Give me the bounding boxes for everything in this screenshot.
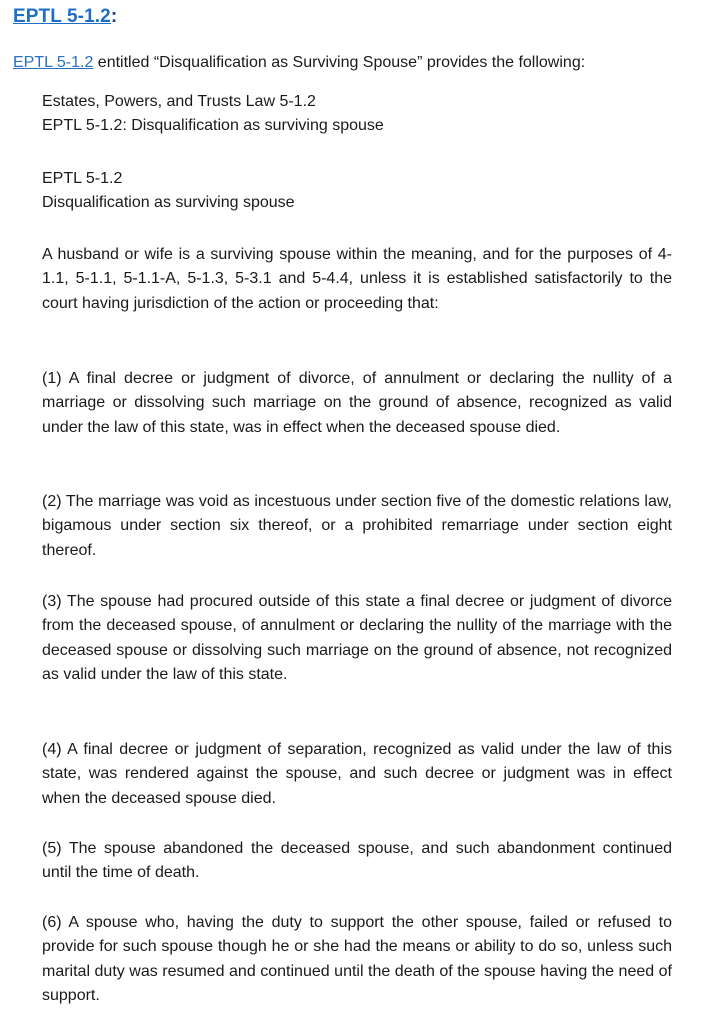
intro-line xyxy=(13,51,703,75)
clause-2-text: (2) The marriage was void as incestuous under section five of the domestic relations law, bigamous under section six thereof, or a prohibited remarriage under section eight thereof. xyxy=(42,493,672,559)
section-title: Disqualification as surviving spouse xyxy=(42,194,295,212)
clause-6 xyxy=(42,911,672,1009)
clause-1 xyxy=(42,367,672,440)
citation-block xyxy=(42,90,672,139)
citation-line-1: Estates, Powers, and Trusts Law 5-1.2 xyxy=(42,93,316,110)
preamble-text: A husband or wife is a surviving spouse within the meaning, and for the purposes of 4-1.1, 5-1.1, 5-1.1-A, 5-1.3, 5-3.1 and 5-4.4, unless it is established satisfactorily to the court having jurisdiction of the action or proceeding that: xyxy=(42,246,672,312)
clause-1-text: (1) A final decree or judgment of divorce, of annulment or declaring the nullity of a marriage or dissolving such marriage on the ground of absence, recognized as valid under the law of this state, was in effect when the deceased spouse died. xyxy=(42,370,672,436)
intro-eptl-link[interactable]: EPTL 5-1.2 xyxy=(13,54,94,71)
clause-5 xyxy=(42,837,672,886)
clause-3-text: (3) The spouse had procured outside of this state a final decree or judgment of divorce from the deceased spouse, of annulment or declaring the nullity of the marriage with the deceased spouse or dissolving such marriage on the ground of absence, not recognized as valid under the law of this state. xyxy=(42,593,672,684)
clause-4-text: (4) A final decree or judgment of separation, recognized as valid under the law of this state, was rendered against the spouse, and such decree or judgment was in effect when the deceased spouse died. xyxy=(42,741,672,807)
intro-text: entitled “Disqualification as Surviving Spouse” provides the following: xyxy=(93,54,586,71)
section-header-block xyxy=(42,167,672,216)
heading-eptl-link[interactable]: EPTL 5-1.2 xyxy=(13,6,111,27)
page-heading xyxy=(13,6,117,28)
preamble-paragraph xyxy=(42,243,672,316)
clause-3 xyxy=(42,590,672,688)
clause-5-text: (5) The spouse abandoned the deceased spouse, and such abandonment continued until the time of death. xyxy=(42,840,672,882)
heading-colon: : xyxy=(110,6,118,27)
clause-4 xyxy=(42,738,672,811)
clause-2 xyxy=(42,490,672,563)
clause-6-text: (6) A spouse who, having the duty to support the other spouse, failed or refused to provide for such spouse though he or she had the means or ability to do so, unless such marital duty was resumed and continued until the death of the spouse having the need of support. xyxy=(42,914,672,1005)
section-number: EPTL 5-1.2 xyxy=(42,170,123,187)
citation-line-2: EPTL 5-1.2: Disqualification as surviving spouse xyxy=(42,117,384,135)
